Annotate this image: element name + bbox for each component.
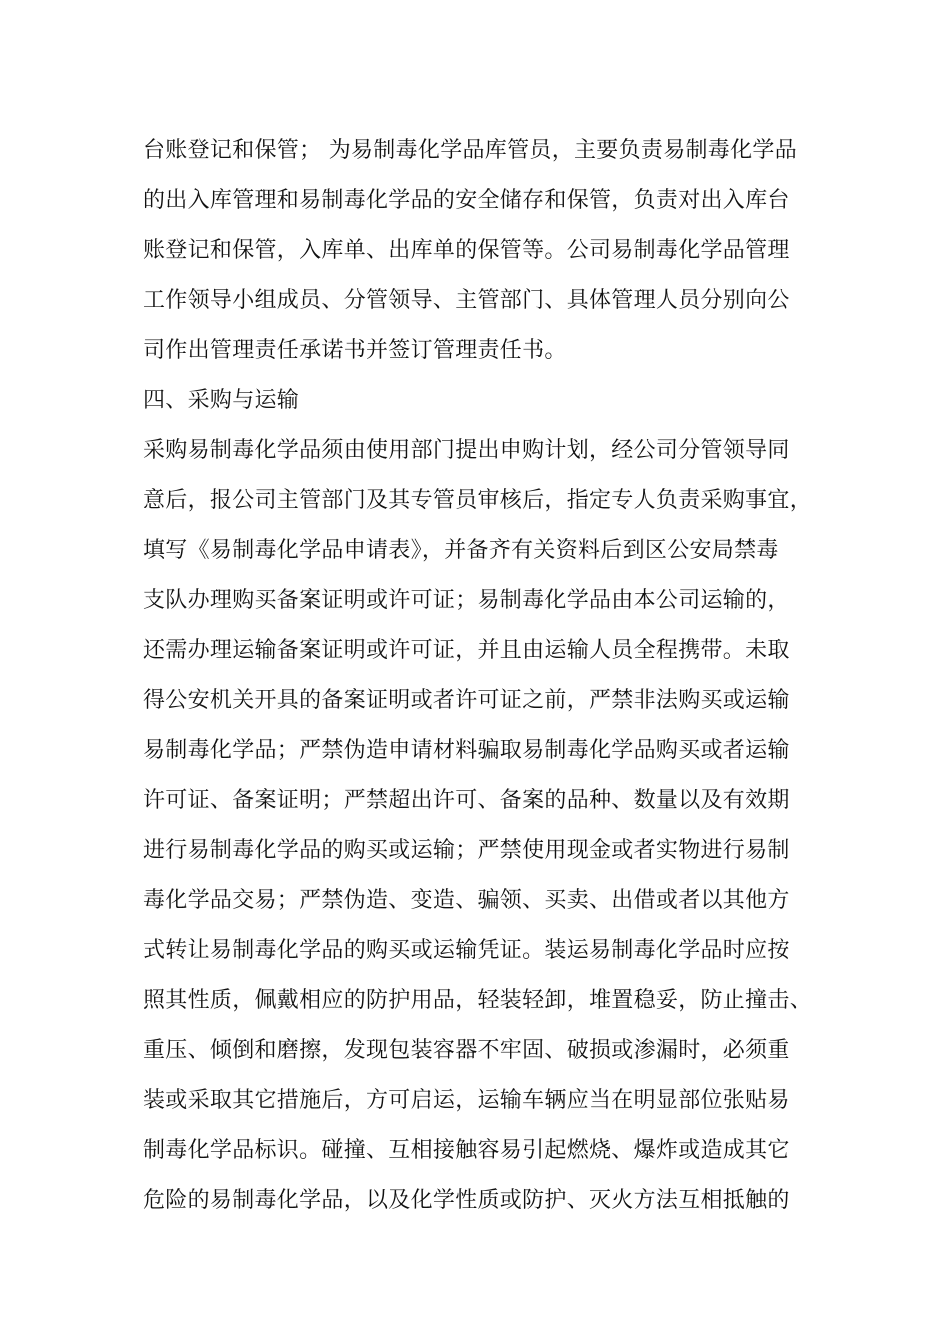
text-line-3: 账登记和保管，入库单、出库单的保管等。公司易制毒化学品管理 xyxy=(143,238,790,263)
text-line-18: 照其性质，佩戴相应的防护用品，轻装轻卸，堆置稳妥，防止撞击、 xyxy=(143,988,813,1013)
text-line-21: 制毒化学品标识。碰撞、互相接触容易引起燃烧、爆炸或造成其它 xyxy=(143,1138,790,1163)
text-line-22: 危险的易制毒化学品，以及化学性质或防护、灭火方法互相抵触的 xyxy=(143,1188,790,1213)
text-line-7: 采购易制毒化学品须由使用部门提出申购计划，经公司分管领导同 xyxy=(143,438,790,463)
section-heading: 四、采购与运输 xyxy=(143,388,300,413)
text-line-16: 毒化学品交易；严禁伪造、变造、骗领、买卖、出借或者以其他方 xyxy=(143,888,790,913)
text-line-11: 还需办理运输备案证明或许可证，并且由运输人员全程携带。未取 xyxy=(143,638,790,663)
text-line-19: 重压、倾倒和磨擦，发现包装容器不牢固、破损或渗漏时，必须重 xyxy=(143,1038,790,1063)
text-line-10: 支队办理购买备案证明或许可证；易制毒化学品由本公司运输的， xyxy=(143,588,790,613)
text-line-1: 台账登记和保管； 为易制毒化学品库管员，主要负责易制毒化学品 xyxy=(143,138,797,163)
text-line-15: 进行易制毒化学品的购买或运输；严禁使用现金或者实物进行易制 xyxy=(143,838,790,863)
text-line-2: 的出入库管理和易制毒化学品的安全储存和保管，负责对出入库台 xyxy=(143,188,790,213)
text-line-8: 意后，报公司主管部门及其专管员审核后，指定专人负责采购事宜， xyxy=(143,488,813,513)
text-line-14: 许可证、备案证明；严禁超出许可、备案的品种、数量以及有效期 xyxy=(143,788,790,813)
document-body xyxy=(143,129,823,1229)
text-line-20: 装或采取其它措施后，方可启运，运输车辆应当在明显部位张贴易 xyxy=(143,1088,790,1113)
text-line-12: 得公安机关开具的备案证明或者许可证之前，严禁非法购买或运输 xyxy=(143,688,790,713)
text-line-4: 工作领导小组成员、分管领导、主管部门、具体管理人员分别向公 xyxy=(143,288,790,313)
text-line-9: 填写《易制毒化学品申请表》，并备齐有关资料后到区公安局禁毒 xyxy=(143,538,779,563)
text-line-17: 式转让易制毒化学品的购买或运输凭证。装运易制毒化学品时应按 xyxy=(143,938,790,963)
text-line-5: 司作出管理责任承诺书并签订管理责任书。 xyxy=(143,338,567,363)
text-line-13: 易制毒化学品；严禁伪造申请材料骗取易制毒化学品购买或者运输 xyxy=(143,738,790,763)
